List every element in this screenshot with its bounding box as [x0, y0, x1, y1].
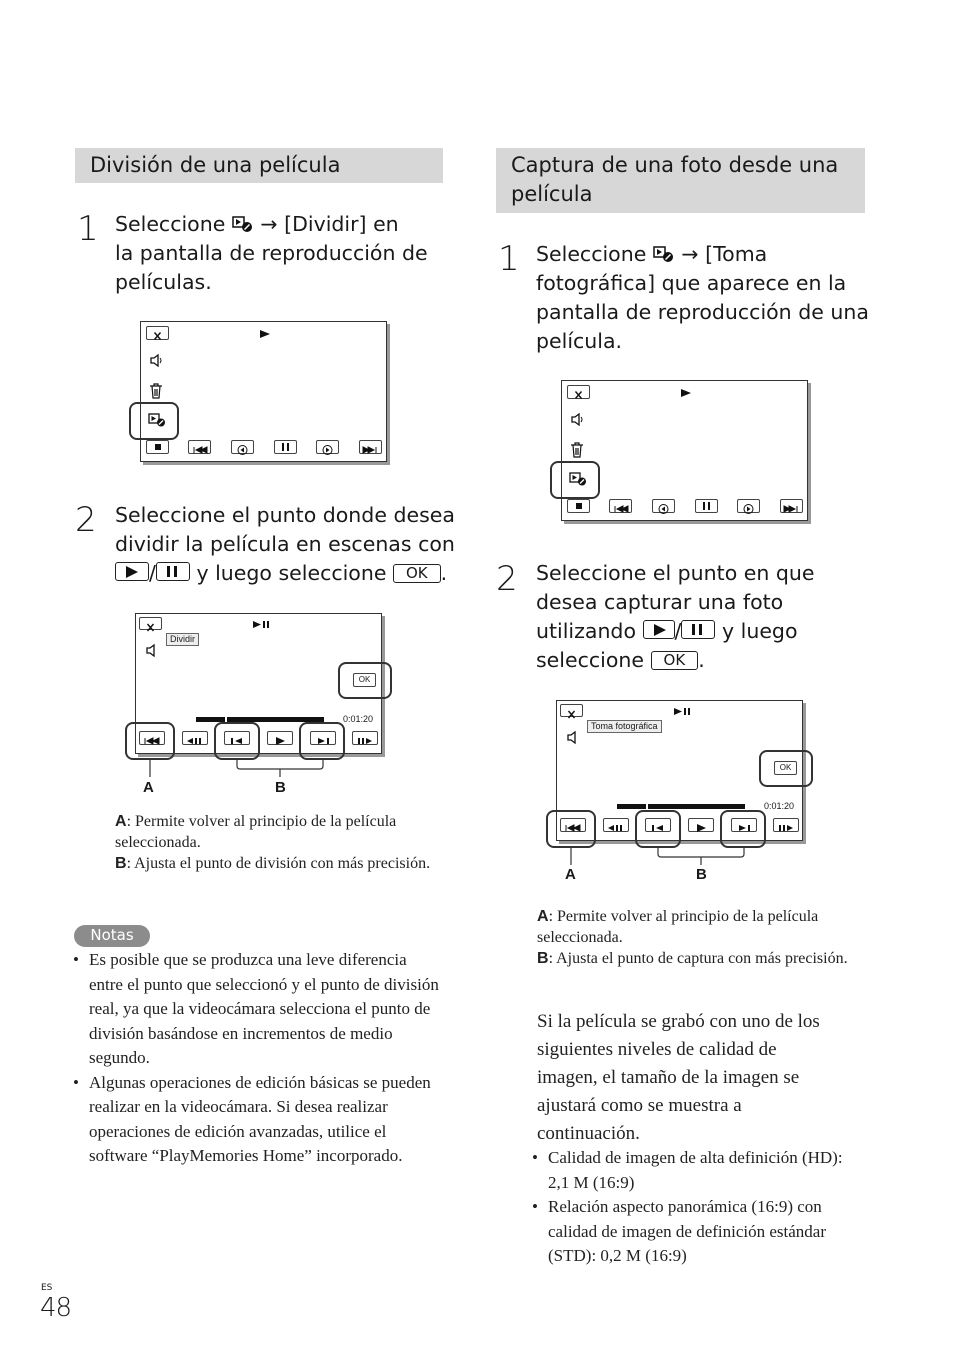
frame-forward-icon	[353, 735, 377, 747]
camera-screen-menu	[561, 380, 808, 521]
stop-button[interactable]	[146, 440, 169, 454]
play-icon	[259, 329, 271, 339]
prev-icon	[189, 444, 210, 456]
legend-b-key: B	[537, 950, 549, 967]
stop-button[interactable]	[567, 499, 590, 513]
forward-icon	[317, 444, 338, 456]
step-text-line1: Seleccione el punto en que	[536, 561, 815, 585]
legend-b-text: : Ajusta el punto de captura con más precisión.	[548, 950, 848, 967]
trash-icon[interactable]	[570, 442, 584, 458]
close-button[interactable]	[139, 617, 162, 630]
step-text-line3: y luego seleccione	[196, 561, 387, 585]
step-text-line2: dividir la película en escenas con	[115, 532, 455, 556]
volume-icon[interactable]	[149, 353, 163, 368]
edit-movie-icon	[232, 215, 254, 233]
camera-screen-menu	[140, 321, 387, 462]
legend-b-key: B	[115, 855, 127, 872]
mode-tag: Dividir	[166, 633, 199, 646]
step-text-menu: [Toma	[705, 242, 768, 266]
play-pause-icon	[673, 707, 693, 716]
ok-button[interactable]: OK	[353, 673, 376, 687]
legend-a-text: : Permite volver al principio de la película seleccionada.	[115, 813, 397, 851]
forward-button[interactable]	[316, 440, 339, 454]
notes-list	[73, 948, 443, 1169]
play-icon	[126, 566, 138, 578]
separator: /	[149, 561, 156, 585]
frame-back-icon	[183, 735, 207, 747]
list-item: • Algunas operaciones de edición básicas se pueden realizar en la videocámara. Si desea realizar operaciones de edición avanzadas, utilice el software “PlayMemories Home” incorporado.	[73, 1071, 443, 1169]
progress-bar[interactable]	[617, 804, 745, 809]
progress-marker[interactable]	[646, 804, 648, 809]
legend-a-text: : Permite volver al principio de la película seleccionada.	[537, 908, 819, 946]
section-title-line2: película	[511, 182, 593, 206]
pause-icon	[699, 624, 702, 635]
highlight-ok	[338, 662, 392, 699]
legend-b-text: : Ajusta el punto de división con más precisión.	[126, 855, 431, 872]
label-a: A	[143, 779, 154, 796]
edit-movie-icon	[653, 245, 675, 263]
close-button[interactable]	[567, 385, 590, 399]
volume-icon[interactable]	[566, 730, 580, 745]
rewind-icon	[232, 444, 253, 456]
ok-button-inline: OK	[651, 651, 699, 670]
notes-label: Notas	[74, 925, 150, 947]
callout-lines	[120, 755, 360, 785]
time-display: 0:01:20	[343, 714, 374, 724]
prev-button[interactable]	[188, 440, 211, 454]
step-text-pre: Seleccione	[536, 242, 647, 266]
prev-button[interactable]	[609, 499, 632, 513]
highlight-edit-icon	[550, 461, 600, 499]
volume-icon[interactable]	[145, 643, 159, 658]
rewind-button[interactable]	[231, 440, 254, 454]
trash-icon[interactable]	[149, 383, 163, 399]
frame-forward-button[interactable]	[352, 731, 378, 745]
label-b: B	[275, 779, 286, 796]
close-icon	[147, 330, 168, 342]
next-icon	[781, 503, 802, 515]
callout-lines	[541, 843, 781, 873]
close-icon	[140, 622, 161, 633]
step-text	[536, 559, 876, 675]
step-number: 1	[77, 209, 99, 249]
frame-back-button[interactable]	[603, 818, 629, 832]
step-text-line4: seleccione	[536, 648, 644, 672]
play-pause-icon	[252, 620, 272, 629]
period: .	[440, 561, 448, 585]
step-text-line2: fotográfica] que aparece en la	[536, 271, 847, 295]
step-text-line3-post: y luego	[721, 619, 798, 643]
mode-tag: Toma fotográfica	[587, 720, 662, 733]
ok-button-inline: OK	[393, 564, 441, 583]
label-a: A	[565, 866, 576, 883]
frame-back-icon	[604, 822, 628, 834]
pause-icon	[174, 566, 177, 577]
step-number: 1	[498, 239, 520, 279]
forward-button[interactable]	[737, 499, 760, 513]
next-button[interactable]	[359, 440, 382, 454]
close-icon	[568, 389, 589, 401]
pause-icon	[692, 624, 695, 635]
frame-forward-icon	[774, 822, 798, 834]
prev-icon	[610, 503, 631, 515]
next-button[interactable]	[780, 499, 803, 513]
step-text-menu: [Dividir] en	[284, 212, 399, 236]
close-button[interactable]	[560, 704, 583, 717]
play-icon	[268, 735, 292, 747]
list-item: • Calidad de imagen de alta definición (HD): 2,1 M (16:9)	[532, 1146, 862, 1195]
highlight-edit-icon	[129, 402, 179, 440]
arrow-right-icon: →	[681, 242, 699, 266]
step-text-line2: la pantalla de reproducción de	[115, 241, 428, 265]
step-text-line3: películas.	[115, 270, 212, 294]
legend	[115, 811, 445, 874]
close-icon	[561, 709, 582, 720]
page-number: 48	[40, 1293, 72, 1323]
forward-icon	[738, 503, 759, 515]
quality-paragraph: Si la película se grabó con uno de los siguientes niveles de calidad de imagen, el tamaño de la imagen se ajustará como se muestra a continuación.	[537, 1011, 820, 1144]
section-title-line1: Captura de una foto desde una	[511, 153, 839, 177]
period: .	[698, 648, 705, 672]
legend	[537, 906, 867, 969]
pause-button[interactable]	[274, 440, 297, 454]
step-text-line4: película.	[536, 329, 623, 353]
step-text-line2: desea capturar una foto	[536, 590, 784, 614]
time-display: 0:01:20	[764, 801, 795, 811]
frame-forward-button[interactable]	[773, 818, 799, 832]
pause-button-inline	[681, 620, 715, 639]
play-icon	[654, 624, 666, 636]
volume-icon[interactable]	[570, 412, 584, 427]
pause-button-inline	[156, 562, 190, 581]
separator: /	[674, 619, 682, 643]
play-button[interactable]	[688, 818, 714, 832]
pause-icon	[167, 566, 170, 577]
section-title-captura	[496, 148, 865, 213]
step-number: 2	[75, 500, 97, 540]
frame-back-button[interactable]	[182, 731, 208, 745]
list-item: • Es posible que se produzca una leve diferencia entre el punto que seleccionó y el punto de división real, ya que la videocámara selecciona el punto de división basándose en incrementos de medio segundo.	[73, 948, 443, 1071]
pause-button[interactable]	[695, 499, 718, 513]
play-button-inline	[643, 620, 675, 639]
quality-list	[532, 1146, 862, 1269]
legend-a-key: A	[115, 813, 127, 830]
list-item: • Relación aspecto panorámica (16:9) con calidad de imagen de definición estándar (STD): 0,2 M (16:9)	[532, 1195, 862, 1269]
close-button[interactable]	[146, 326, 169, 340]
play-icon	[680, 388, 692, 398]
play-icon	[689, 822, 713, 834]
step-number: 2	[496, 559, 518, 599]
step-text	[115, 210, 445, 297]
step-text-line3: utilizando	[536, 619, 636, 643]
label-b: B	[696, 866, 707, 883]
next-icon	[360, 444, 381, 456]
step-text	[115, 501, 455, 588]
step-text-line3: pantalla de reproducción de una	[536, 300, 869, 324]
step-text	[536, 240, 876, 356]
play-button[interactable]	[267, 731, 293, 745]
highlight-ok	[759, 750, 813, 787]
language-code: ES	[41, 1283, 53, 1293]
arrow-right-icon: →	[260, 212, 278, 236]
step-text-line1: Seleccione el punto donde desea	[115, 503, 455, 527]
rewind-icon	[653, 503, 674, 515]
section-title-dividir: División de una película	[75, 148, 443, 183]
step-text-pre: Seleccione	[115, 212, 226, 236]
play-button-inline	[115, 562, 149, 581]
legend-a-key: A	[537, 908, 549, 925]
ok-button[interactable]: OK	[774, 761, 797, 775]
rewind-button[interactable]	[652, 499, 675, 513]
